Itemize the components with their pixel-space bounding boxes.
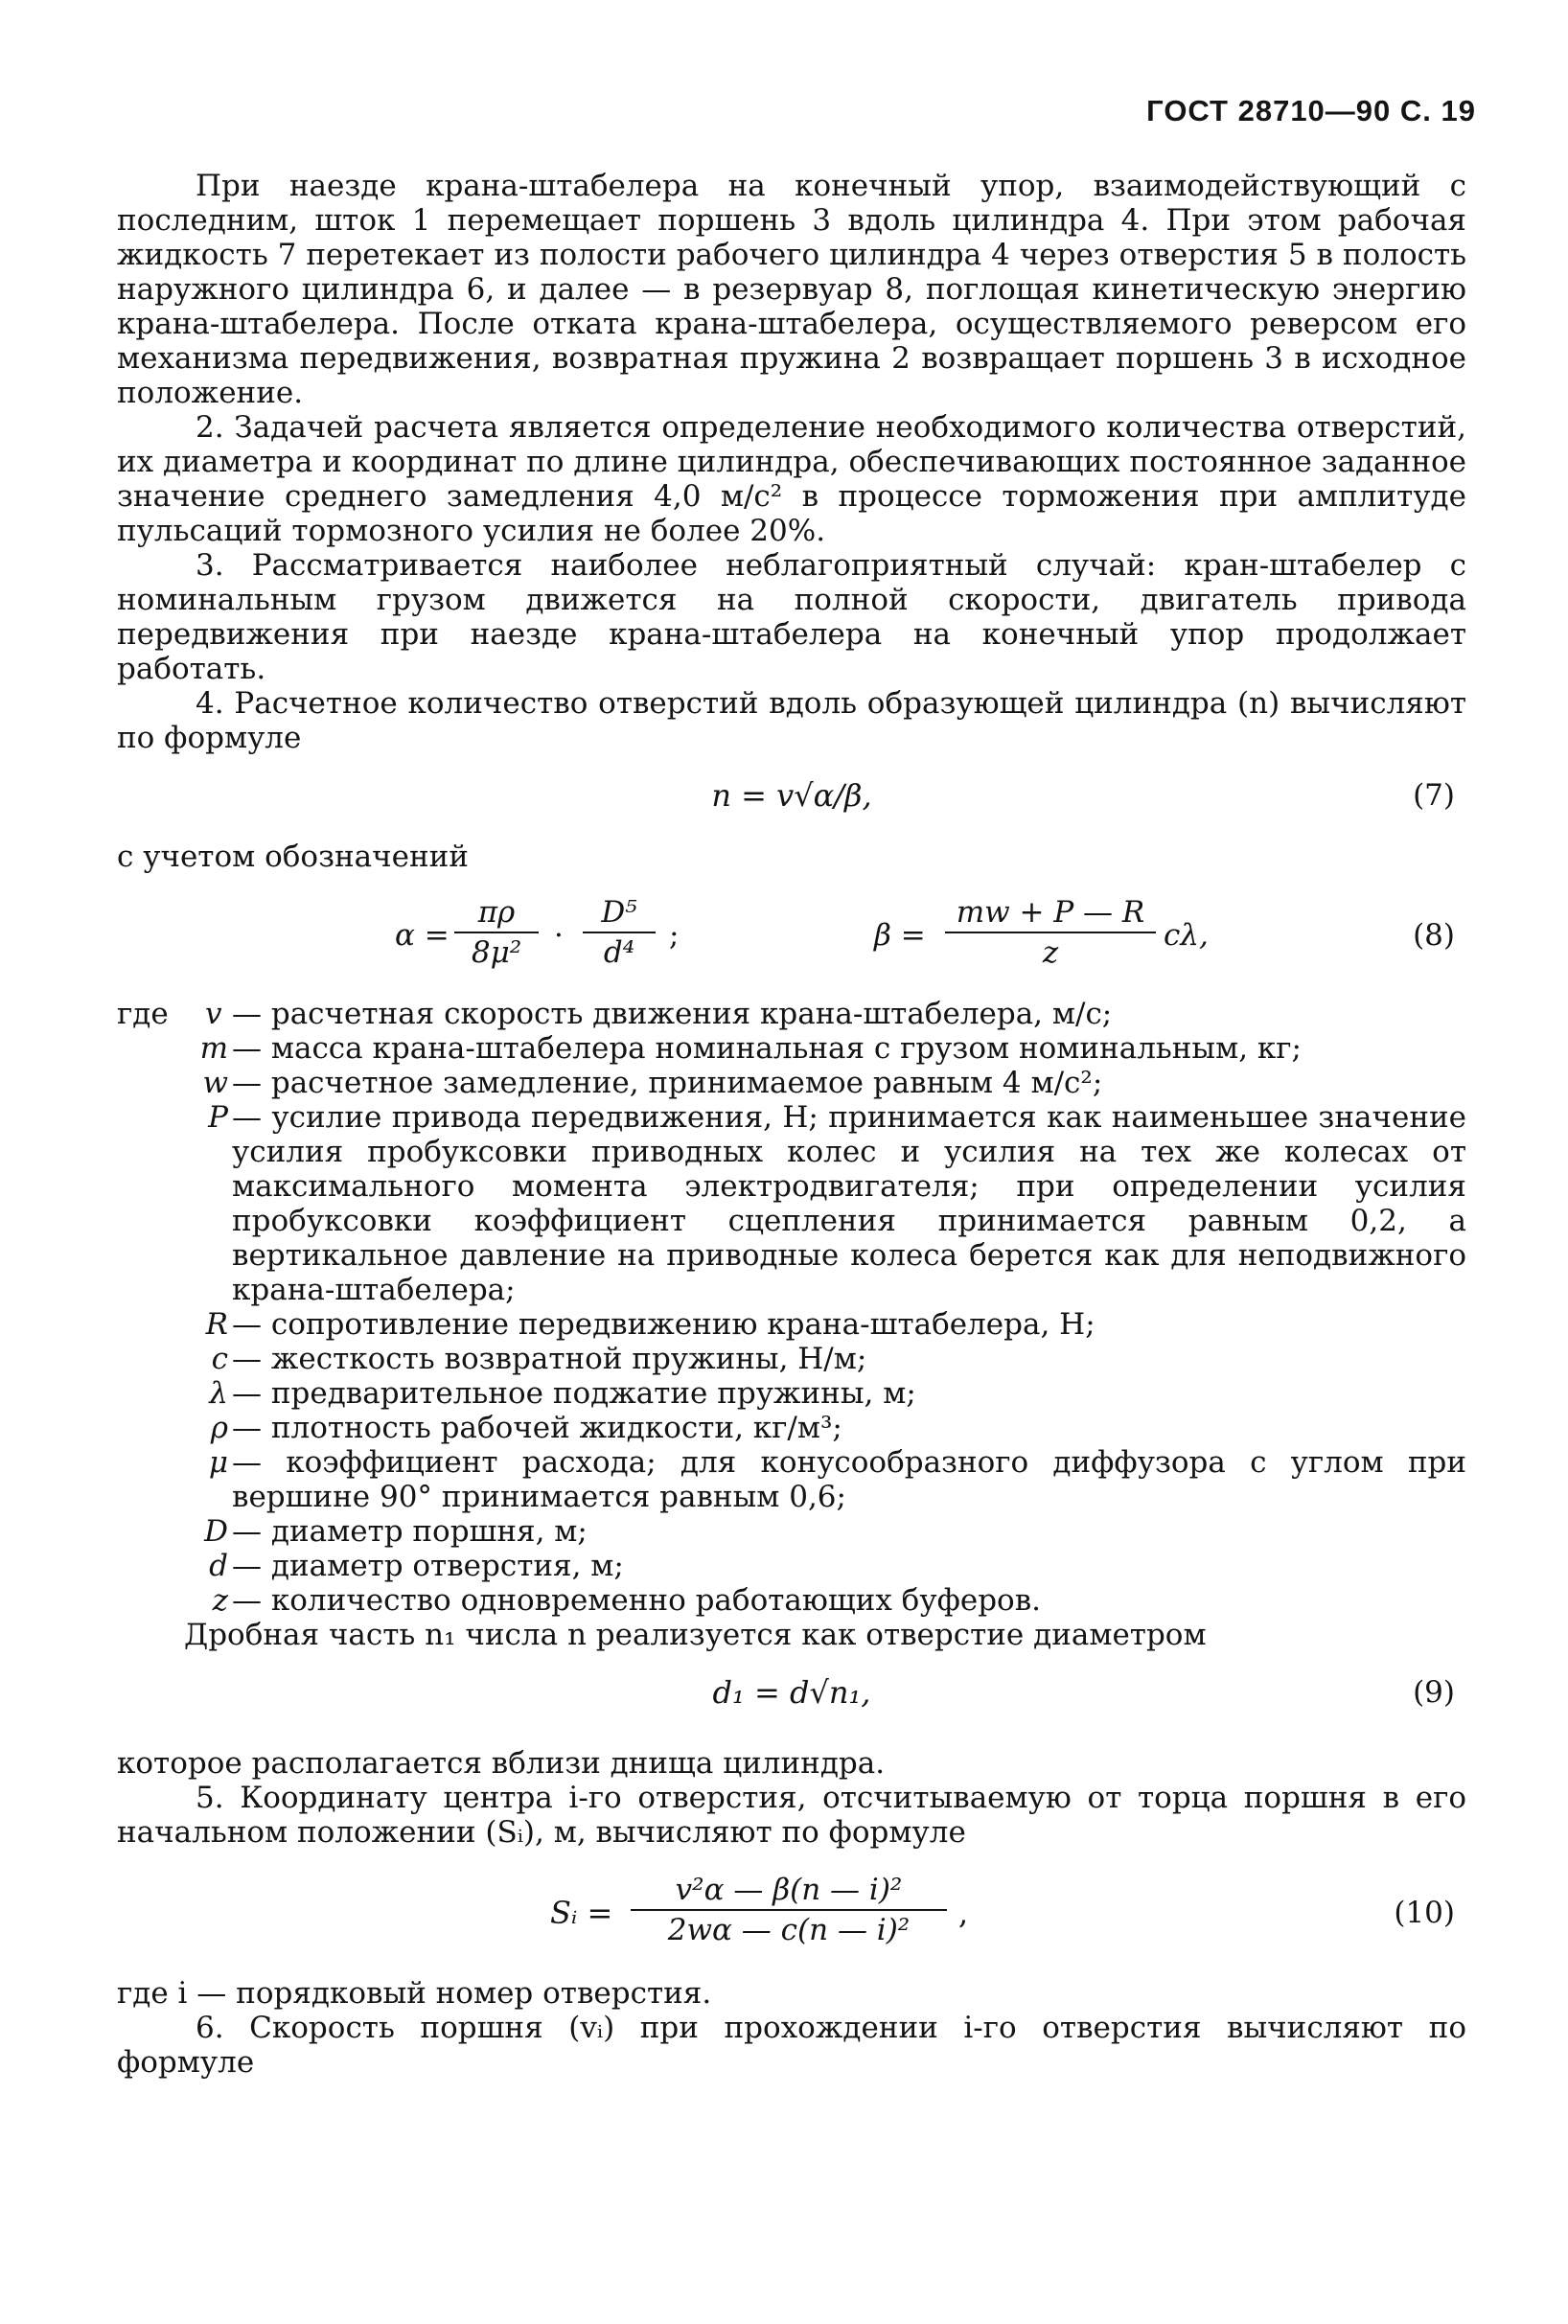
formula-9-number: (9) [1413, 1675, 1455, 1710]
definition-item [117, 1411, 1466, 1445]
definition-symbol: P [208, 1100, 228, 1135]
page-header: ГОСТ 28710—90 С. 19 [1146, 94, 1476, 127]
definition-item [117, 1445, 1466, 1514]
paragraph-10: 6. Скорость поршня (vᵢ) при прохождении i-го отверстия вычисляют по формуле [117, 2011, 1466, 2080]
definition-item [117, 1342, 1466, 1376]
definitions-intro: где [117, 997, 169, 1031]
definition-text: — расчетная скорость движения крана-штабелера, м/с; [232, 997, 1113, 1031]
paragraph-6: Дробная часть n₁ числа n реализуется как отверстие диаметром [184, 1618, 1207, 1652]
definition-text: — коэффициент расхода; для конусообразного диффузора с углом при вершине 90° принимается равным 0,6; [232, 1445, 1466, 1514]
definitions-list [117, 997, 1466, 1618]
formula-8-dot: · [554, 918, 564, 953]
formula-10-comma: , [958, 1895, 969, 1931]
definition-symbol: μ [208, 1445, 228, 1480]
formula-8-number: (8) [1413, 918, 1455, 953]
paragraph-3: 3. Рассматривается наиболее неблагоприятный случай: кран-штабелер с номинальным грузом движется на полной скорости, двигатель привода передвижения при наезде крана-штабелера на конечный упор продолжает работать. [117, 548, 1466, 686]
formula-10-denominator: 2wα — c(n — i)² [667, 1913, 911, 1947]
formula-10-number: (10) [1394, 1896, 1455, 1930]
formula-8 [117, 891, 1466, 976]
definition-text: — жесткость возвратной пружины, Н/м; [232, 1342, 867, 1376]
formula-7-number: (7) [1413, 778, 1455, 813]
formula-8-beta-numerator: mw + P — R [945, 895, 1156, 933]
paragraph-9: где i — порядковый номер отверстия. [117, 1976, 712, 2011]
definition-text: — плотность рабочей жидкости, кг/м³; [232, 1411, 842, 1445]
formula-8-beta-label: β = [874, 918, 926, 953]
definition-text: — сопротивление передвижению крана-штабелера, Н; [232, 1307, 1095, 1342]
formula-10-fraction [631, 1873, 947, 1947]
definition-symbol: λ [209, 1376, 228, 1411]
paragraph-4: 4. Расчетное количество отверстий вдоль образующей цилиндра (n) вычисляют по формуле [117, 686, 1466, 755]
definition-text: — диаметр отверстия, м; [232, 1549, 624, 1583]
definition-item [117, 1376, 1466, 1411]
paragraph-8: 5. Координату центра i-го отверстия, отсчитываемую от торца поршня в его начальном положении (Sᵢ), м, вычисляют по формуле [117, 1781, 1466, 1850]
definition-item [117, 1583, 1466, 1618]
formula-8-semicolon: ; [669, 918, 680, 953]
definition-symbol: R [205, 1307, 228, 1342]
formula-8-alpha-denominator: 8μ² [471, 935, 522, 970]
formula-8-d5: D⁵ [583, 895, 656, 933]
definition-text: — предварительное поджатие пружины, м; [232, 1376, 916, 1411]
formula-8-d-fraction [583, 895, 656, 970]
formula-8-alpha-label: α = [395, 918, 450, 953]
definition-symbol: d [209, 1549, 228, 1583]
formula-8-beta-fraction [945, 895, 1156, 970]
definition-text: — диаметр поршня, м; [232, 1514, 588, 1549]
definition-item [117, 997, 1466, 1031]
formula-8-d4: d⁴ [603, 935, 635, 970]
definition-text: — количество одновременно работающих буферов. [232, 1583, 1042, 1618]
formula-8-beta-denominator: z [1042, 935, 1059, 970]
formula-9-expression: d₁ = d√n₁, [712, 1674, 871, 1711]
definition-item [117, 1514, 1466, 1549]
formula-8-alpha-numerator: πρ [454, 895, 539, 933]
definition-item [117, 1031, 1466, 1066]
definition-symbol: D [204, 1514, 228, 1549]
definition-symbol: ρ [210, 1411, 228, 1445]
definition-item [117, 1100, 1466, 1307]
definition-text: — масса крана-штабелера номинальная с грузом номинальным, кг; [232, 1031, 1302, 1066]
definition-text: — расчетное замедление, принимаемое равным 4 м/с²; [232, 1066, 1103, 1100]
definition-item [117, 1549, 1466, 1583]
document-body [117, 169, 1466, 2080]
formula-7-expression: n = v√α/β, [711, 777, 872, 814]
definition-symbol: v [205, 997, 222, 1031]
formula-10-numerator: v²α — β(n — i)² [631, 1873, 947, 1911]
definition-item [117, 1307, 1466, 1342]
paragraph-1: При наезде крана-штабелера на конечный упор, взаимодействующий с последним, шток 1 перемещает поршень 3 вдоль цилиндра 4. При этом рабочая жидкость 7 перетекает из полости рабочего цилиндра 4 через отверстия 5 в полость наружного цилиндра 6, и далее — в резервуар 8, поглощая кинетическую энергию крана-штабелера. После отката крана-штабелера, осуществляемого реверсом его механизма передвижения, возвратная пружина 2 возвращает поршень 3 в исходное положение. [117, 169, 1466, 410]
definition-symbol: z [212, 1583, 228, 1618]
formula-8-beta-tail: cλ, [1164, 918, 1209, 953]
paragraph-7: которое располагается вблизи днища цилиндра. [117, 1746, 886, 1781]
formula-8-alpha-fraction [454, 895, 539, 970]
definition-item [117, 1066, 1466, 1100]
definition-symbol: w [202, 1066, 228, 1100]
paragraph-5: с учетом обозначений [117, 840, 469, 874]
formula-10-label: Sᵢ = [550, 1895, 613, 1931]
paragraph-2: 2. Задачей расчета является определение необходимого количества отверстий, их диаметра и координат по длине цилиндра, обеспечивающих постоянное заданное значение среднего замедления 4,0 м/с² в процессе торможения при амплитуде пульсаций тормозного усилия не более 20%. [117, 410, 1466, 548]
formula-10 [117, 1867, 1466, 1959]
definition-symbol: m [199, 1031, 228, 1066]
definition-symbol: c [211, 1342, 228, 1376]
formula-9 [117, 1666, 1466, 1733]
formula-7 [117, 769, 1466, 826]
definition-text: — усилие привода передвижения, Н; принимается как наименьшее значение усилия пробуксовки приводных колес и усилия на тех же колесах от максимального момента электродвигателя; при определении усилия пробуксовки коэффициент сцепления принимается равным 0,2, а вертикальное давление на приводные колеса берется как для неподвижного крана-штабелера; [232, 1100, 1466, 1307]
